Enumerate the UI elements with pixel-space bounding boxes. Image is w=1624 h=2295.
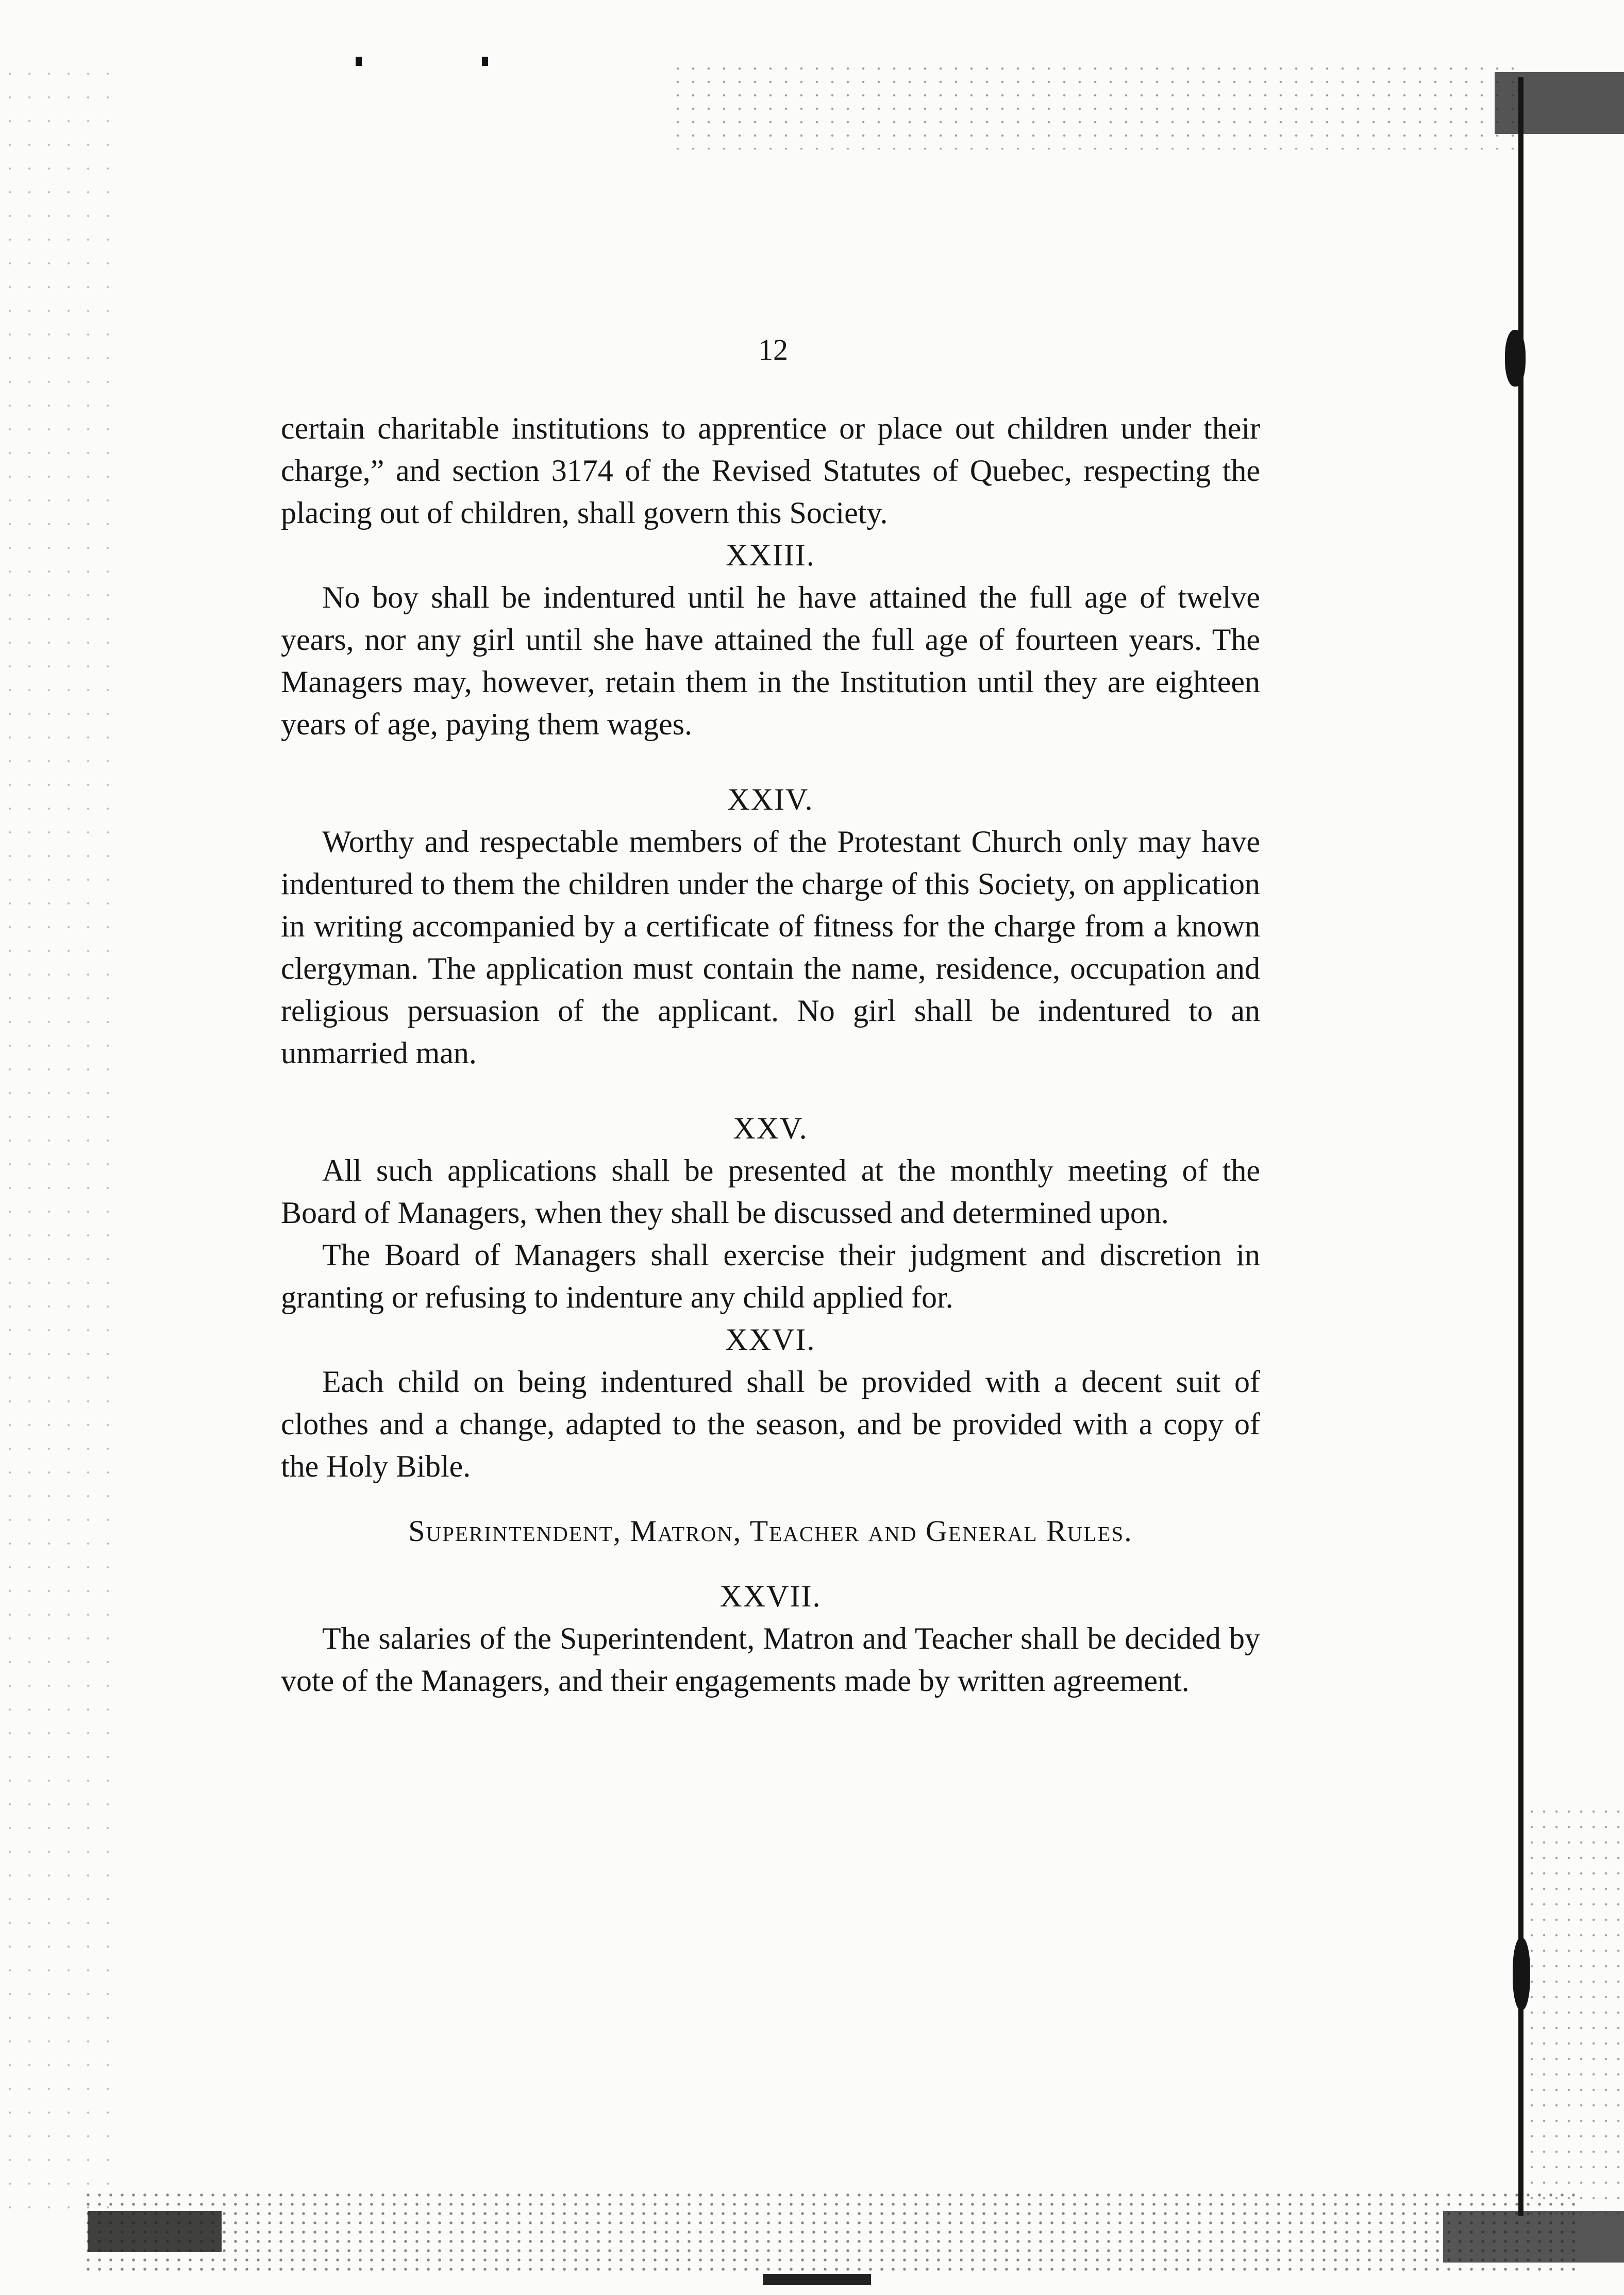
spacer xyxy=(281,1552,1260,1575)
article-heading-xxv: XXV. xyxy=(733,1111,808,1145)
spacer xyxy=(281,745,1260,778)
article-heading-xxvi: XXVI. xyxy=(725,1322,816,1356)
binding-edge-line xyxy=(1518,77,1523,2216)
section-heading: Superintendent, Matron, Teacher and General Rules. xyxy=(408,1514,1133,1548)
scan-noise-bottom xyxy=(82,2190,1577,2273)
article-heading-xxvii: XXVII. xyxy=(719,1579,822,1613)
binding-edge-top xyxy=(1495,72,1624,134)
document-body xyxy=(281,407,1260,1702)
article-xxv-paragraph-2: The Board of Managers shall exercise their judgment and discretion in granting or refusing to indenture any child applied for. xyxy=(281,1238,1260,1314)
scan-mark xyxy=(356,57,362,66)
article-xxvii-paragraph: The salaries of the Superintendent, Matron and Teacher shall be decided by vote of the Managers, and their engagements made by written agreement. xyxy=(281,1621,1260,1698)
article-xxv-paragraph-1: All such applications shall be presented at the monthly meeting of the Board of Managers, when they shall be discussed and determined upon. xyxy=(281,1153,1260,1230)
scan-dark-corner-left xyxy=(88,2211,222,2252)
scan-dark-corner-right xyxy=(1443,2211,1624,2263)
article-xxiv-paragraph: Worthy and respectable members of the Protestant Church only may have indentured to them the children under the charge of this Society, on application in writing accompanied by a certificate of fitness for the charge from a known clergyman. The application must contain the name, residence, occupation and religious persuasion of the applicant. No girl shall be indentured to an unmarried man. xyxy=(281,825,1260,1070)
spacer xyxy=(281,1074,1260,1107)
article-xxvi-paragraph: Each child on being indentured shall be provided with a decent suit of clothes and a change, adapted to the season, and be provided with a copy of the Holy Bible. xyxy=(281,1365,1260,1483)
spacer xyxy=(281,1487,1260,1510)
binding-tab-bottom xyxy=(763,2274,871,2285)
article-xxiii-paragraph: No boy shall be indentured until he have attained the full age of twelve years, nor any girl until she have attained the full age of fourteen years. The Managers may, however, retain them in the Institution until they are eighteen years of age, paying them wages. xyxy=(281,580,1260,741)
binding-thread-knot xyxy=(1505,330,1526,387)
scan-mark xyxy=(482,57,488,66)
scan-noise-left xyxy=(0,62,113,2226)
scan-noise-right xyxy=(1526,1804,1623,2216)
article-heading-xxiii: XXIII. xyxy=(726,538,815,572)
page-number: 12 xyxy=(758,333,788,366)
opening-paragraph: certain charitable institutions to apprentice or place out children under their charge,” and section 3174 of the Revised Statutes of Quebec, respecting the placing out of children, shall govern this Society. xyxy=(281,411,1260,530)
scan-noise-top xyxy=(670,62,1520,149)
article-heading-xxiv: XXIV. xyxy=(727,782,814,816)
